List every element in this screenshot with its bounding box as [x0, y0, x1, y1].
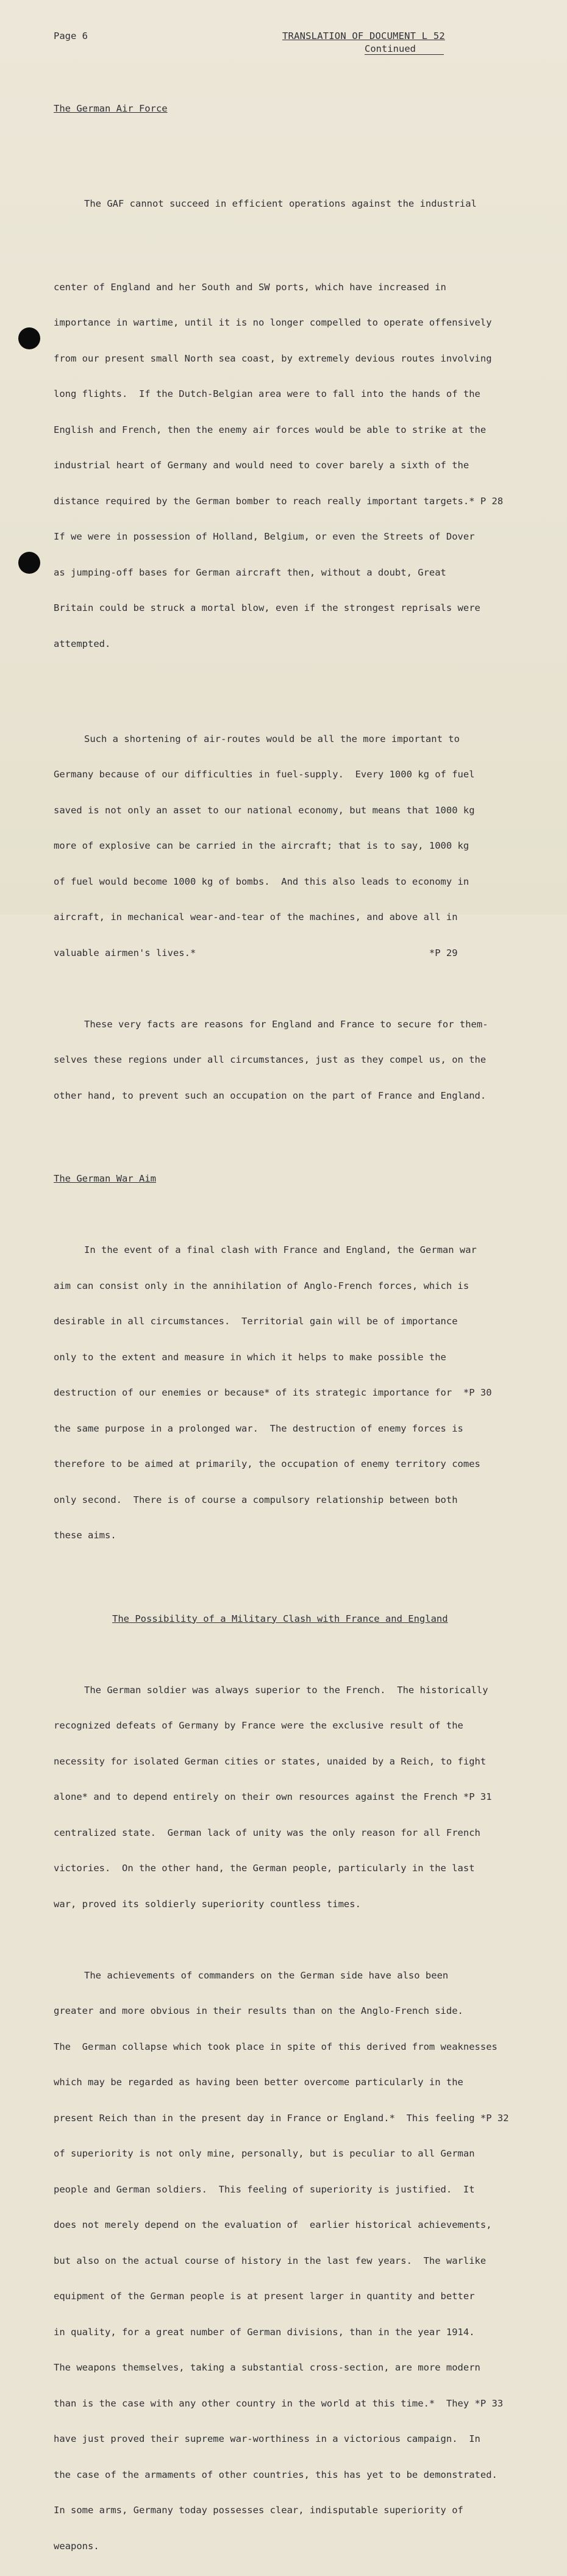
- text-line: the case of the armaments of other countries, this has yet to be demonstrated.: [54, 2469, 497, 2480]
- text-line: from our present small North sea coast, by extremely devious routes involving: [54, 352, 492, 364]
- text-line: than is the case with any other country in the world at this time.* They *P 33: [54, 2397, 504, 2409]
- text-line: desirable in all circumstances. Territorial gain will be of importance: [54, 1316, 458, 1327]
- text-line: have just proved their supreme war-worthiness in a victorious campaign. In: [54, 2433, 480, 2444]
- section-heading: The Possibility of a Military Clash with France and England: [112, 1613, 448, 1624]
- text-line: Germany because of our difficulties in fuel-supply. Every 1000 kg of fuel: [54, 769, 475, 780]
- text-line: destruction of our enemies or because* of its strategic importance for *P 30: [54, 1387, 492, 1398]
- text-line: the same purpose in a prolonged war. The destruction of enemy forces is: [54, 1422, 463, 1434]
- text-line: these aims.: [54, 1530, 116, 1541]
- text-line: The GAF cannot succeed in efficient operations against the industrial: [84, 198, 477, 209]
- text-line: necessity for isolated German cities or states, unaided by a Reich, to fight: [54, 1755, 487, 1767]
- text-line: The German collapse which took place in spite of this derived from weaknesses: [54, 2041, 497, 2052]
- paragraph: [54, 174, 517, 234]
- text-line: distance required by the German bomber to reach really important targets.* P 28: [54, 495, 504, 507]
- text-line: These very facts are reasons for England and France to secure for them-: [84, 1018, 488, 1030]
- text-line: aim can consist only in the annihilation of Anglo-French forces, which is: [54, 1280, 469, 1291]
- text-line: therefore to be aimed at primarily, the occupation of enemy territory comes: [54, 1458, 480, 1469]
- text-line: as jumping-off bases for German aircraft then, without a doubt, Great: [54, 566, 446, 578]
- text-line: long flights. If the Dutch-Belgian area were to fall into the hands of the: [54, 388, 480, 399]
- text-line: present Reich than in the present day in France or England.* This feeling *P 32: [54, 2112, 509, 2124]
- text-line: importance in wartime, until it is no longer compelled to operate offensively: [54, 317, 492, 328]
- text-line: equipment of the German people is at present larger in quantity and better: [54, 2291, 475, 2302]
- text-line: In the event of a final clash with France and England, the German war: [84, 1244, 477, 1255]
- document-body: [54, 79, 517, 2576]
- text-line: in quality, for a great number of German divisions, than in the year 1914.: [54, 2326, 475, 2338]
- text-line: English and French, then the enemy air forces would be able to strike at the: [54, 424, 487, 435]
- text-line: centralized state. German lack of unity was the only reason for all French: [54, 1827, 480, 1838]
- text-line: industrial heart of Germany and would need to cover barely a sixth of the: [54, 460, 469, 471]
- text-line: Britain could be struck a mortal blow, even if the strongest reprisals were: [54, 602, 480, 613]
- text-line: The German soldier was always superior to the French. The historically: [84, 1684, 488, 1696]
- paragraph-continued: [54, 258, 517, 674]
- section-heading: The German War Aim: [54, 1173, 156, 1184]
- text-line: war, proved its soldierly superiority countless times.: [54, 1898, 361, 1910]
- text-line: but also on the actual course of history in the last few years. The warlike: [54, 2255, 487, 2266]
- text-line: Such a shortening of air-routes would be all the more important to: [84, 733, 460, 744]
- punch-hole: [18, 327, 40, 349]
- text-line: only second. There is of course a compulsory relationship between both: [54, 1494, 458, 1505]
- text-line: attempted.: [54, 638, 111, 649]
- text-line: alone* and to depend entirely on their own resources against the French *P 31: [54, 1791, 492, 1802]
- text-line: center of England and her South and SW ports, which have increased in: [54, 281, 446, 293]
- text-line: The weapons themselves, taking a substantial cross-section, are more modern: [54, 2362, 480, 2373]
- text-line: does not merely depend on the evaluation of earlier historical achievements,: [54, 2219, 492, 2230]
- text-line: victories. On the other hand, the German people, particularly in the last: [54, 1863, 475, 1874]
- text-line: weapons.: [54, 2540, 99, 2552]
- text-line: If we were in possession of Holland, Belgium, or even the Streets of Dover: [54, 531, 475, 542]
- text-line: The achievements of commanders on the German side have also been: [84, 1969, 449, 1981]
- text-line: only to the extent and measure in which it helps to make possible the: [54, 1351, 446, 1363]
- text-line: of fuel would become 1000 kg of bombs. And this also leads to economy in: [54, 876, 469, 887]
- text-line: valuable airmen's lives.* *P 29: [54, 947, 458, 958]
- text-line: aircraft, in mechanical wear-and-tear of the machines, and above all in: [54, 912, 458, 922]
- section-heading: The German Air Force: [54, 103, 168, 114]
- text-line: other hand, to prevent such an occupation on the part of France and England.: [54, 1090, 487, 1101]
- punch-hole: [18, 552, 40, 574]
- text-line: which may be regarded as having been better overcome particularly in the: [54, 2077, 463, 2088]
- text-line: greater and more obvious in their results than on the Anglo-French side.: [54, 2005, 463, 2016]
- text-line: saved is not only an asset to our national economy, but means that 1000 kg: [54, 804, 475, 816]
- page-number: Page 6: [54, 30, 88, 41]
- text-line: more of explosive can be carried in the aircraft; that is to say, 1000 kg: [54, 840, 469, 851]
- text-line: selves these regions under all circumstances, just as they compel us, on the: [54, 1054, 487, 1065]
- text-line: In some arms, Germany today possesses clear, indisputable superiority of: [54, 2505, 463, 2516]
- continued-label: Continued: [365, 43, 444, 55]
- text-line: recognized defeats of Germany by France were the exclusive result of the: [54, 1720, 463, 1731]
- document-title: TRANSLATION OF DOCUMENT L 52: [282, 30, 445, 41]
- text-line: people and German soldiers. This feeling of superiority is justified. It: [54, 2183, 475, 2195]
- text-line: of superiority is not only mine, personally, but is peculiar to all German: [54, 2148, 475, 2159]
